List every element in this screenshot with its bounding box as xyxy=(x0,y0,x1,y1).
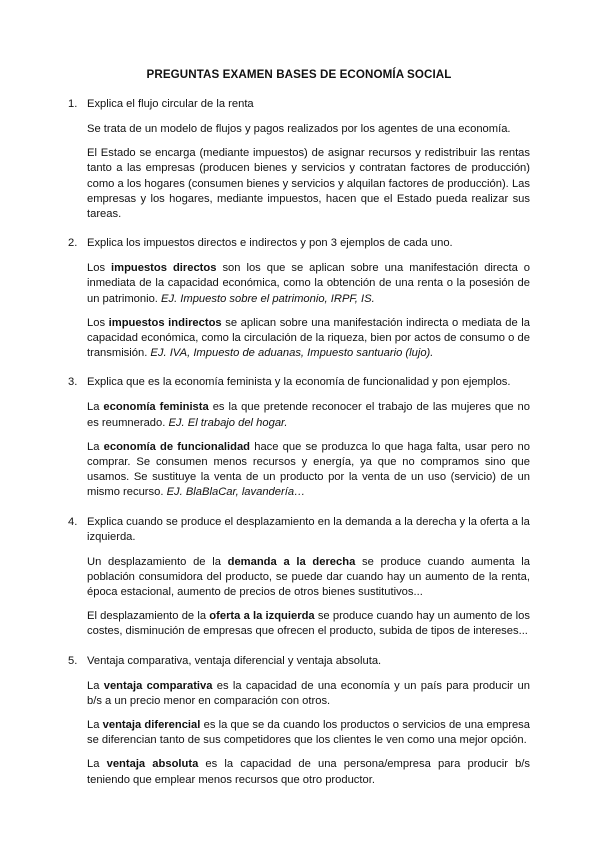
example-text: EJ. BlaBlaCar, lavandería… xyxy=(166,486,306,499)
question-3 xyxy=(68,375,530,390)
document-title: PREGUNTAS EXAMEN BASES DE ECONOMÍA SOCIAL xyxy=(146,68,452,81)
question-number: 5. xyxy=(68,654,78,667)
answer-paragraph: Un desplazamiento de la demanda a la derecha se produce cuando aumenta la población consumidora del producto, se puede dar cuando hay un aumento de la renta, época estacional, aumento de precios de otros bienes sustitutivos... xyxy=(87,555,531,599)
question-number: 1. xyxy=(68,98,78,110)
question-text: Explica que es la economía feminista y la economía de funcionalidad y pon ejemplos. xyxy=(87,376,511,389)
question-4 xyxy=(68,515,530,545)
key-term: ventaja comparativa xyxy=(103,679,213,692)
example-text: EJ. Impuesto sobre el patrimonio, IRPF, IS. xyxy=(161,292,375,305)
question-number: 4. xyxy=(68,515,78,528)
question-text: Ventaja comparativa, ventaja diferencial y ventaja absoluta. xyxy=(87,654,382,667)
question-1 xyxy=(68,97,530,112)
question-text: Explica los impuestos directos e indirectos y pon 3 ejemplos de cada uno. xyxy=(87,237,453,250)
question-text: Explica cuando se produce el desplazamiento en la demanda a la derecha y la oferta a la izquierda. xyxy=(87,515,530,543)
question-5 xyxy=(68,654,530,669)
key-term: ventaja diferencial xyxy=(102,719,201,732)
key-term: oferta a la izquierda xyxy=(209,610,315,623)
key-term: impuestos directos xyxy=(111,262,217,275)
answer-paragraph: Los impuestos directos son los que se aplican sobre una manifestación directa o inmediata de la capacidad económica, como la obtención de una renta o la posesión de un patrimonio. EJ. Impuesto sobre el patrimonio, IRPF, IS. xyxy=(87,262,530,305)
question-2 xyxy=(68,236,530,251)
key-term: economía de funcionalidad xyxy=(103,440,251,453)
answer-paragraph: El desplazamiento de la oferta a la izquierda se produce cuando hay un aumento de los costes, disminución de empresas que ofrecen el producto, subida de tipos de intereses... xyxy=(87,610,530,638)
answer-paragraph: Se trata de un modelo de flujos y pagos realizados por los agentes de una economía. xyxy=(87,123,511,135)
example-text: EJ. El trabajo del hogar. xyxy=(168,416,288,429)
question-text: Explica el flujo circular de la renta xyxy=(87,98,254,110)
answer-paragraph: El Estado se encarga (mediante impuestos) de asignar recursos y redistribuir las rentas tanto a las empresas (producen bienes y servicios y contratan factores de producción) como a los hogares (consumen bienes y servicios y alquilan factores de producción). Las empresas y los hogares, mediante impuestos, hacen que el Estado pueda realizar sus tareas. xyxy=(87,147,530,221)
answer-paragraph: La ventaja comparativa es la capacidad de una economía y un país para producir un b/s a un precio menor en comparación con otros. xyxy=(87,679,530,707)
answer-paragraph: Los impuestos indirectos se aplican sobre una manifestación indirecta o mediata de la capacidad económica, como la circulación de la riqueza, bien por actos de consumo o de transmisión. EJ. IVA, Impuesto de aduanas, Impuesto santuario (lujo). xyxy=(87,316,530,360)
question-number: 2. xyxy=(68,237,78,250)
answer-paragraph: La ventaja diferencial es la que se da cuando los productos o servicios de una empresa se diferencian tanto de sus competidores que los clientes le ven como una mejor opción. xyxy=(87,719,531,747)
key-term: impuestos indirectos xyxy=(108,316,222,329)
example-text: EJ. IVA, Impuesto de aduanas, Impuesto santuario (lujo). xyxy=(150,347,434,360)
answer-paragraph: La economía feminista es la que pretende reconocer el trabajo de las mujeres que no es reumnerado. EJ. El trabajo del hogar. xyxy=(87,401,530,429)
answer-paragraph: La ventaja absoluta es la capacidad de una persona/empresa para producir b/s teniendo que emplear menos recursos que otro productor. xyxy=(87,758,530,786)
key-term: demanda a la derecha xyxy=(227,555,356,568)
answer-paragraph: La economía de funcionalidad hace que se produzca lo que haga falta, usar pero no comprar. Se consumen menos recursos y energía, ya que no compramos sino que usamos. Se sustituye la venta de un producto por la venta de un uso (servicio) de un mismo recurso. EJ. BlaBlaCar, lavandería… xyxy=(87,440,530,499)
key-term: economía feminista xyxy=(103,401,209,414)
question-number: 3. xyxy=(68,376,78,389)
key-term: ventaja absoluta xyxy=(106,758,199,771)
